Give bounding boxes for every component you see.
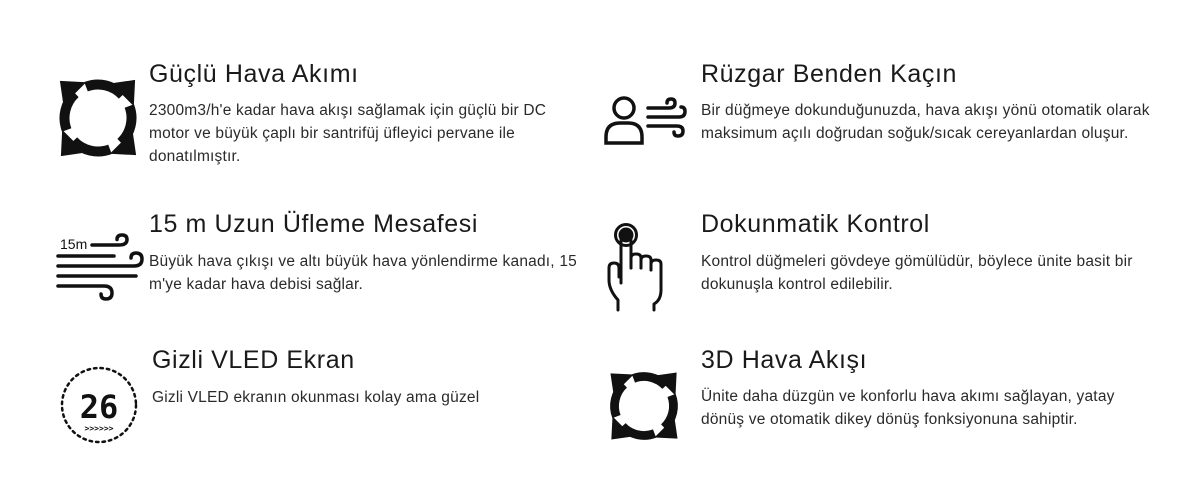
circular-arrows-icon [50,68,146,168]
feature-description: Kontrol düğmeleri gövdeye gömülüdür, böylece ünite basit bir dokunuşla kontrol edilebilir. [701,253,1133,293]
feature-title: Dokunmatik Kontrol [701,210,930,238]
feature-description: Bir düğmeye dokunduğunuzda, hava akışı yönü otomatik olarak maksimum açılı doğrudan soğuk/sıcak cereyanlardan oluşur. [701,102,1150,142]
distance-label: 15m [60,236,88,252]
feature-description: Büyük hava çıkışı ve altı büyük hava yönlendirme kanadı, 15 m'ye kadar hava debisi sağlar. [149,253,577,293]
feature-title: Rüzgar Benden Kaçın [701,60,958,88]
wind-distance-icon [56,232,146,304]
feature-title: 3D Hava Akışı [701,346,868,374]
person-wind-icon [603,94,689,148]
feature-description: Ünite daha düzgün ve konforlu hava akımı sağlayan, yatay dönüş ve otomatik dikey dönüş fonksiyonuna sahiptir. [701,388,1115,428]
feature-title: 15 m Uzun Üfleme Mesafesi [149,210,479,238]
feature-title: Gizli VLED Ekran [152,346,355,374]
feature-description: Gizli VLED ekranın okunması kolay ama güzel [152,389,480,406]
display-arrows: >>>>>> [84,424,114,433]
feature-title: Güçlü Hava Akımı [149,60,359,88]
display-digits: 26 [79,388,119,426]
touch-hand-icon [604,220,670,314]
feature-description: 2300m3/h'e kadar hava akışı sağlamak için güçlü bir DC motor ve büyük çaplı bir santrifüj üfleyici pervane ile donatılmıştır. [149,102,547,165]
circular-arrows-icon [600,362,688,450]
vled-display-icon [58,364,140,446]
